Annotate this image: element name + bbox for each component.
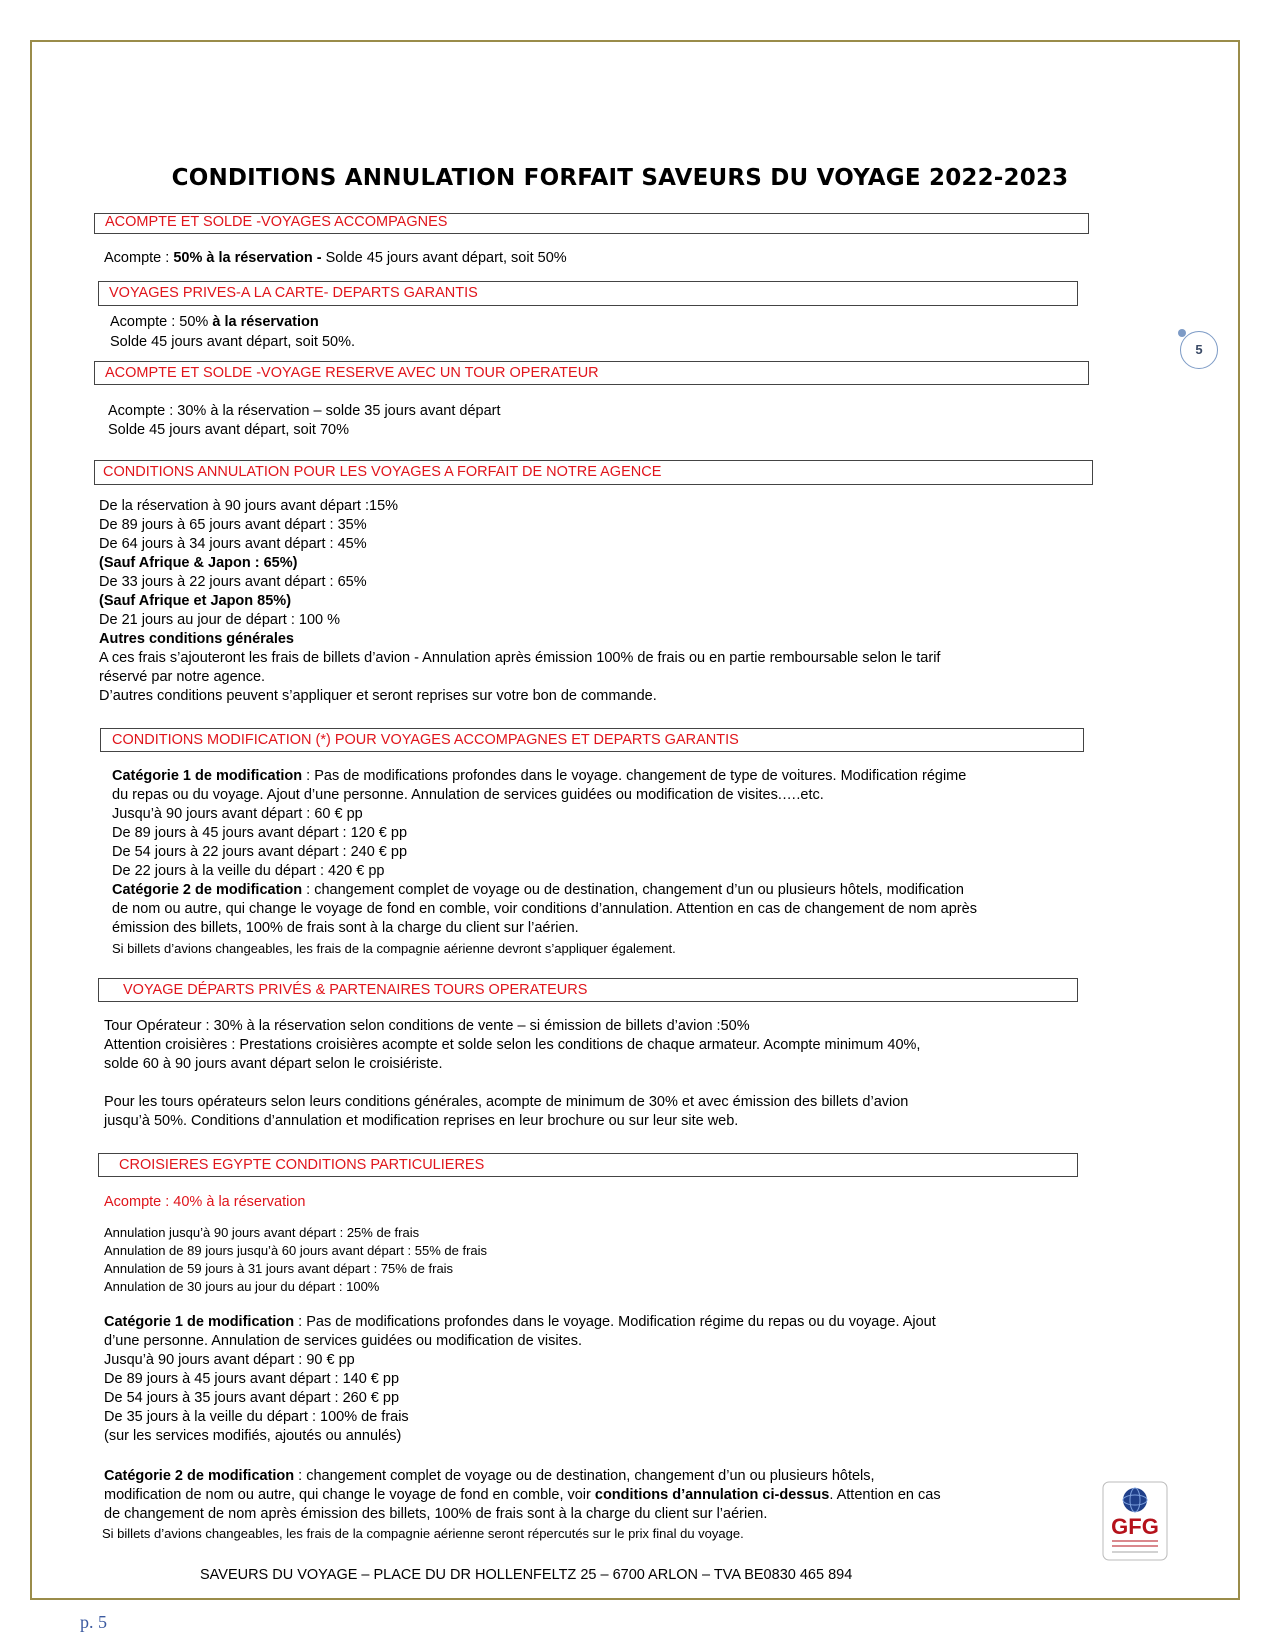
footer-address: SAVEURS DU VOYAGE – PLACE DU DR HOLLENFELTZ 25 – 6700 ARLON – TVA BE0830 465 894 xyxy=(200,1567,853,1583)
text-line: Attention croisières : Prestations croisières acompte et solde selon les conditions de chaque armateur. Acompte minimum 40%, xyxy=(104,1037,921,1053)
section-header-departs-prives xyxy=(98,978,1078,1002)
section-header-label: ACOMPTE ET SOLDE -VOYAGES ACCOMPAGNES xyxy=(105,214,448,230)
page-badge: 5 xyxy=(1180,331,1218,369)
text-line: Annulation de 89 jours jusqu’à 60 jours avant départ : 55% de frais xyxy=(104,1243,488,1258)
text-line: De 35 jours à la veille du départ : 100% de frais xyxy=(104,1409,409,1425)
text-line: De 21 jours au jour de départ : 100 % xyxy=(99,612,341,628)
text-line: De 54 jours à 35 jours avant départ : 260 € pp xyxy=(104,1390,400,1406)
text-line: De 64 jours à 34 jours avant départ : 45% xyxy=(99,536,367,552)
text-line xyxy=(112,767,966,786)
text-line: D’autres conditions peuvent s’appliquer et seront reprises sur votre bon de commande. xyxy=(99,688,657,704)
text-bold: Catégorie 1 de modification xyxy=(104,1314,295,1330)
text-line: Acompte : 40% à la réservation xyxy=(104,1194,306,1210)
text-line: Autres conditions générales xyxy=(99,631,294,647)
section-header-label: CROISIERES EGYPTE CONDITIONS PARTICULIERES xyxy=(119,1157,485,1173)
text-line xyxy=(104,1467,875,1486)
text-line: (Sauf Afrique & Japon : 65%) xyxy=(99,555,298,571)
text-bold: conditions d’annulation ci-dessus xyxy=(594,1487,830,1503)
section-header-label: CONDITIONS MODIFICATION (*) POUR VOYAGES ACCOMPAGNES ET DEPARTS GARANTIS xyxy=(112,732,739,748)
text-span: modification de nom ou autre, qui change le voyage de fond en comble, voir xyxy=(104,1487,595,1503)
text-line: Si billets d’avions changeables, les frais de la compagnie aérienne seront répercutés sur le prix final du voyage. xyxy=(102,1526,744,1541)
section-header-label: VOYAGE DÉPARTS PRIVÉS & PARTENAIRES TOURS OPERATEURS xyxy=(123,982,588,998)
section-header-voyages-prives xyxy=(98,281,1078,306)
text-span: Solde 45 jours avant départ, soit 50% xyxy=(325,250,567,266)
text-line: Pour les tours opérateurs selon leurs conditions générales, acompte de minimum de 30% et avec émission des billets d’avion xyxy=(104,1094,909,1110)
text-line: De 22 jours à la veille du départ : 420 € pp xyxy=(112,863,385,879)
section-header-label: CONDITIONS ANNULATION POUR LES VOYAGES A FORFAIT DE NOTRE AGENCE xyxy=(103,464,662,480)
text-line: Tour Opérateur : 30% à la réservation selon conditions de vente – si émission de billets d’avion :50% xyxy=(104,1018,750,1034)
text-span: : Pas de modifications profondes dans le voyage. changement de type de voitures. Modification régime xyxy=(302,768,967,784)
text-line: De 54 jours à 22 jours avant départ : 240 € pp xyxy=(112,844,408,860)
text-line xyxy=(104,1486,941,1505)
text-span: : Pas de modifications profondes dans le voyage. Modification régime du repas ou du voyage. Ajout xyxy=(294,1314,936,1330)
text-bold: Catégorie 1 de modification xyxy=(112,768,303,784)
section-header-croisieres-egypte xyxy=(98,1153,1078,1177)
text-line: Annulation de 30 jours au jour du départ : 100% xyxy=(104,1279,380,1294)
text-line: émission des billets, 100% de frais sont à la charge du client sur l’aérien. xyxy=(112,920,579,936)
text-line xyxy=(104,1313,936,1332)
text-line: du repas ou du voyage. Ajout d’une personne. Annulation de services guidées ou modification de visites.….etc. xyxy=(112,787,824,803)
text-line xyxy=(110,313,319,332)
text-span: Acompte : xyxy=(104,250,174,266)
section-header-tour-operateur xyxy=(94,361,1089,385)
section-header-conditions-modification xyxy=(100,728,1084,752)
text-span: Acompte : 50% xyxy=(110,314,213,330)
text-span: : changement complet de voyage ou de destination, changement d’un ou plusieurs hôtels, xyxy=(294,1468,875,1484)
text-line xyxy=(104,249,567,268)
text-line: Solde 45 jours avant départ, soit 50%. xyxy=(110,334,356,350)
text-line: De 89 jours à 65 jours avant départ : 35% xyxy=(99,517,367,533)
text-line: Acompte : 30% à la réservation – solde 35 jours avant départ xyxy=(108,403,501,419)
text-line: De 89 jours à 45 jours avant départ : 140 € pp xyxy=(104,1371,400,1387)
section-header-label: VOYAGES PRIVES-A LA CARTE- DEPARTS GARANTIS xyxy=(109,285,478,301)
logo-text: GFG xyxy=(1111,1514,1159,1539)
text-line: Solde 45 jours avant départ, soit 70% xyxy=(108,422,350,438)
text-bold: Catégorie 2 de modification xyxy=(104,1468,295,1484)
text-line xyxy=(112,881,964,900)
page-number: p. 5 xyxy=(80,1612,107,1632)
globe-logo-icon xyxy=(1100,1480,1170,1565)
gfg-logo xyxy=(1100,1480,1170,1565)
text-line: de nom ou autre, qui change le voyage de fond en comble, voir conditions d’annulation. Attention en cas de changement de nom après xyxy=(112,901,977,917)
section-header-label: ACOMPTE ET SOLDE -VOYAGE RESERVE AVEC UN TOUR OPERATEUR xyxy=(105,365,599,381)
text-line: Si billets d’avions changeables, les frais de la compagnie aérienne devront s’appliquer également. xyxy=(112,941,676,956)
section-header-acompte-accompagnes xyxy=(94,213,1089,234)
text-bold: Catégorie 2 de modification xyxy=(112,882,303,898)
text-span: : changement complet de voyage ou de destination, changement d’un ou plusieurs hôtels, modification xyxy=(302,882,964,898)
text-line: Jusqu’à 90 jours avant départ : 60 € pp xyxy=(112,806,363,822)
text-bold: à la réservation xyxy=(212,314,319,330)
text-line: de changement de nom après émission des billets, 100% de frais sont à la charge du client sur l’aérien. xyxy=(104,1506,768,1522)
text-line: solde 60 à 90 jours avant départ selon le croisiériste. xyxy=(104,1056,443,1072)
text-line: réservé par notre agence. xyxy=(99,669,266,685)
page-title: CONDITIONS ANNULATION FORFAIT SAVEURS DU VOYAGE 2022-2023 xyxy=(171,165,1069,191)
text-line: jusqu’à 50%. Conditions d’annulation et modification reprises en leur brochure ou sur leur site web. xyxy=(104,1113,739,1129)
text-line: d’une personne. Annulation de services guidées ou modification de visites. xyxy=(104,1333,582,1349)
text-line: Annulation de 59 jours à 31 jours avant départ : 75% de frais xyxy=(104,1261,454,1276)
text-line: Jusqu’à 90 jours avant départ : 90 € pp xyxy=(104,1352,355,1368)
text-line: (Sauf Afrique et Japon 85%) xyxy=(99,593,292,609)
section-header-conditions-annulation xyxy=(94,460,1093,485)
text-line: De la réservation à 90 jours avant départ :15% xyxy=(99,498,399,514)
text-line: De 33 jours à 22 jours avant départ : 65% xyxy=(99,574,367,590)
text-line: (sur les services modifiés, ajoutés ou annulés) xyxy=(104,1428,402,1444)
text-bold: 50% à la réservation - xyxy=(173,250,326,266)
text-span: . Attention en cas xyxy=(829,1487,941,1503)
text-line: Annulation jusqu’à 90 jours avant départ : 25% de frais xyxy=(104,1225,420,1240)
text-line: A ces frais s’ajouteront les frais de billets d’avion - Annulation après émission 100% de frais ou en partie remboursable selon le tarif xyxy=(99,650,941,666)
text-line: De 89 jours à 45 jours avant départ : 120 € pp xyxy=(112,825,408,841)
